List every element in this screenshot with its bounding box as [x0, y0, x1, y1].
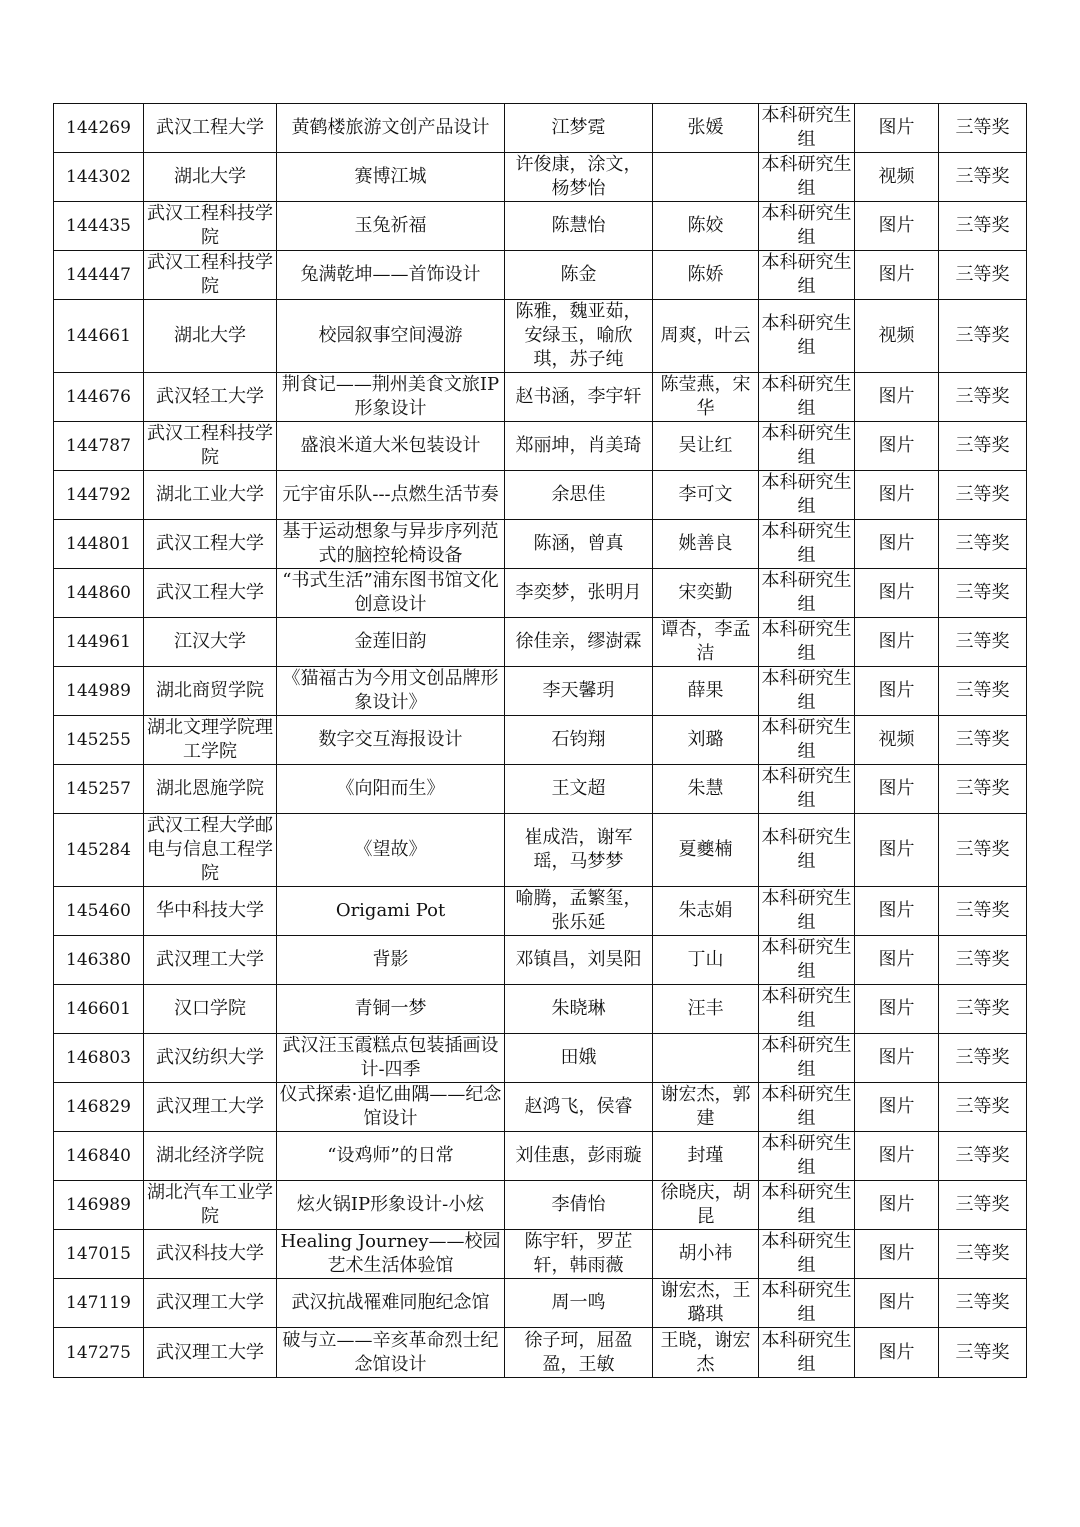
authors-cell: 石钧翔	[505, 716, 653, 765]
entry-id-cell: 144787	[54, 422, 144, 471]
group-cell: 本科研究生组	[759, 471, 855, 520]
work-title-cell: 盛浪米道大米包装设计	[277, 422, 505, 471]
authors-cell: 陈慧怡	[505, 202, 653, 251]
school-cell: 湖北文理学院理工学院	[144, 716, 277, 765]
entry-type-cell: 图片	[855, 814, 939, 887]
authors-cell: 王文超	[505, 765, 653, 814]
group-cell: 本科研究生组	[759, 1034, 855, 1083]
authors-cell: 许俊康，涂文，杨梦怡	[505, 153, 653, 202]
group-cell: 本科研究生组	[759, 153, 855, 202]
entry-id-cell: 144801	[54, 520, 144, 569]
entry-type-cell: 视频	[855, 716, 939, 765]
advisor-cell: 朱慧	[653, 765, 759, 814]
table-row	[54, 1083, 1027, 1132]
entry-id-cell: 145460	[54, 887, 144, 936]
group-cell: 本科研究生组	[759, 936, 855, 985]
group-cell: 本科研究生组	[759, 1132, 855, 1181]
entry-id-cell: 144676	[54, 373, 144, 422]
entry-type-cell: 图片	[855, 887, 939, 936]
work-title-cell: 兔满乾坤——首饰设计	[277, 251, 505, 300]
table-row	[54, 618, 1027, 667]
table-row	[54, 1132, 1027, 1181]
table-row	[54, 153, 1027, 202]
award-level-cell: 三等奖	[939, 765, 1027, 814]
entry-type-cell: 图片	[855, 1328, 939, 1378]
award-level-cell: 三等奖	[939, 1279, 1027, 1328]
authors-cell: 周一鸣	[505, 1279, 653, 1328]
advisor-cell: 吴让红	[653, 422, 759, 471]
work-title-cell: 基于运动想象与异步序列范式的脑控轮椅设备	[277, 520, 505, 569]
authors-cell: 崔成浩，谢军瑶，马梦梦	[505, 814, 653, 887]
authors-cell: 郑丽坤，肖美琦	[505, 422, 653, 471]
group-cell: 本科研究生组	[759, 667, 855, 716]
advisor-cell: 周爽，叶云	[653, 300, 759, 373]
work-title-cell: 玉兔祈福	[277, 202, 505, 251]
entry-type-cell: 图片	[855, 422, 939, 471]
authors-cell: 陈金	[505, 251, 653, 300]
award-level-cell: 三等奖	[939, 471, 1027, 520]
advisor-cell: 刘璐	[653, 716, 759, 765]
group-cell: 本科研究生组	[759, 716, 855, 765]
entry-type-cell: 图片	[855, 618, 939, 667]
group-cell: 本科研究生组	[759, 985, 855, 1034]
work-title-cell: 背影	[277, 936, 505, 985]
work-title-cell: 武汉抗战罹难同胞纪念馆	[277, 1279, 505, 1328]
entry-type-cell: 图片	[855, 765, 939, 814]
work-title-cell: 破与立——辛亥革命烈士纪念馆设计	[277, 1328, 505, 1378]
award-level-cell: 三等奖	[939, 1034, 1027, 1083]
authors-cell: 李奕梦，张明月	[505, 569, 653, 618]
group-cell: 本科研究生组	[759, 373, 855, 422]
group-cell: 本科研究生组	[759, 422, 855, 471]
entry-id-cell: 144661	[54, 300, 144, 373]
school-cell: 湖北经济学院	[144, 1132, 277, 1181]
advisor-cell: 陈莹燕，宋华	[653, 373, 759, 422]
entry-id-cell: 144435	[54, 202, 144, 251]
school-cell: 江汉大学	[144, 618, 277, 667]
advisor-cell: 姚善良	[653, 520, 759, 569]
school-cell: 湖北恩施学院	[144, 765, 277, 814]
advisor-cell: 汪丰	[653, 985, 759, 1034]
entry-id-cell: 146601	[54, 985, 144, 1034]
awards-table	[53, 103, 1027, 1378]
work-title-cell: 《望故》	[277, 814, 505, 887]
table-row	[54, 520, 1027, 569]
table-row	[54, 667, 1027, 716]
entry-id-cell: 146803	[54, 1034, 144, 1083]
entry-id-cell: 145284	[54, 814, 144, 887]
school-cell: 武汉理工大学	[144, 1083, 277, 1132]
work-title-cell: 数字交互海报设计	[277, 716, 505, 765]
authors-cell: 喻腾，孟繁玺，张乐延	[505, 887, 653, 936]
table-row	[54, 1181, 1027, 1230]
award-level-cell: 三等奖	[939, 251, 1027, 300]
authors-cell: 刘佳惠，彭雨璇	[505, 1132, 653, 1181]
entry-id-cell: 146829	[54, 1083, 144, 1132]
authors-cell: 赵书涵，李宇轩	[505, 373, 653, 422]
table-row	[54, 814, 1027, 887]
school-cell: 武汉科技大学	[144, 1230, 277, 1279]
advisor-cell: 陈姣	[653, 202, 759, 251]
group-cell: 本科研究生组	[759, 300, 855, 373]
award-level-cell: 三等奖	[939, 667, 1027, 716]
table-row	[54, 251, 1027, 300]
award-level-cell: 三等奖	[939, 569, 1027, 618]
advisor-cell: 夏夔楠	[653, 814, 759, 887]
entry-type-cell: 图片	[855, 1279, 939, 1328]
advisor-cell: 谢宏杰，郭建	[653, 1083, 759, 1132]
group-cell: 本科研究生组	[759, 569, 855, 618]
advisor-cell: 薛果	[653, 667, 759, 716]
award-level-cell: 三等奖	[939, 202, 1027, 251]
advisor-cell: 徐晓庆，胡昆	[653, 1181, 759, 1230]
award-level-cell: 三等奖	[939, 936, 1027, 985]
work-title-cell: 荆食记——荆州美食文旅IP形象设计	[277, 373, 505, 422]
entry-type-cell: 图片	[855, 1132, 939, 1181]
table-row	[54, 716, 1027, 765]
school-cell: 湖北汽车工业学院	[144, 1181, 277, 1230]
school-cell: 武汉理工大学	[144, 1279, 277, 1328]
group-cell: 本科研究生组	[759, 765, 855, 814]
entry-type-cell: 图片	[855, 373, 939, 422]
award-level-cell: 三等奖	[939, 153, 1027, 202]
entry-type-cell: 图片	[855, 985, 939, 1034]
award-level-cell: 三等奖	[939, 300, 1027, 373]
school-cell: 武汉轻工大学	[144, 373, 277, 422]
entry-type-cell: 图片	[855, 471, 939, 520]
authors-cell: 余思佳	[505, 471, 653, 520]
awards-table-body	[54, 104, 1027, 1378]
work-title-cell: Healing Journey——校园艺术生活体验馆	[277, 1230, 505, 1279]
entry-type-cell: 图片	[855, 520, 939, 569]
authors-cell: 田娥	[505, 1034, 653, 1083]
work-title-cell: Origami Pot	[277, 887, 505, 936]
authors-cell: 李天馨玥	[505, 667, 653, 716]
advisor-cell: 谢宏杰，王璐琪	[653, 1279, 759, 1328]
authors-cell: 陈宇轩，罗芷轩，韩雨薇	[505, 1230, 653, 1279]
advisor-cell: 陈娇	[653, 251, 759, 300]
work-title-cell: “书式生活”浦东图书馆文化创意设计	[277, 569, 505, 618]
entry-type-cell: 图片	[855, 1083, 939, 1132]
advisor-cell: 丁山	[653, 936, 759, 985]
entry-id-cell: 144989	[54, 667, 144, 716]
advisor-cell: 宋奕勤	[653, 569, 759, 618]
entry-type-cell: 视频	[855, 153, 939, 202]
school-cell: 湖北商贸学院	[144, 667, 277, 716]
table-row	[54, 1034, 1027, 1083]
entry-type-cell: 图片	[855, 936, 939, 985]
entry-id-cell: 144961	[54, 618, 144, 667]
school-cell: 武汉工程大学	[144, 104, 277, 153]
table-row	[54, 422, 1027, 471]
table-row	[54, 202, 1027, 251]
entry-id-cell: 146840	[54, 1132, 144, 1181]
entry-id-cell: 146380	[54, 936, 144, 985]
table-row	[54, 1230, 1027, 1279]
table-row	[54, 1328, 1027, 1378]
award-level-cell: 三等奖	[939, 887, 1027, 936]
award-level-cell: 三等奖	[939, 716, 1027, 765]
entry-type-cell: 图片	[855, 251, 939, 300]
school-cell: 华中科技大学	[144, 887, 277, 936]
table-row	[54, 471, 1027, 520]
school-cell: 汉口学院	[144, 985, 277, 1034]
school-cell: 武汉工程科技学院	[144, 422, 277, 471]
award-level-cell: 三等奖	[939, 520, 1027, 569]
table-row	[54, 936, 1027, 985]
group-cell: 本科研究生组	[759, 202, 855, 251]
school-cell: 湖北大学	[144, 153, 277, 202]
award-level-cell: 三等奖	[939, 814, 1027, 887]
entry-id-cell: 144269	[54, 104, 144, 153]
authors-cell: 朱晓琳	[505, 985, 653, 1034]
entry-type-cell: 图片	[855, 1034, 939, 1083]
table-row	[54, 887, 1027, 936]
group-cell: 本科研究生组	[759, 251, 855, 300]
advisor-cell	[653, 153, 759, 202]
group-cell: 本科研究生组	[759, 1328, 855, 1378]
group-cell: 本科研究生组	[759, 618, 855, 667]
table-row	[54, 569, 1027, 618]
table-row	[54, 1279, 1027, 1328]
table-row	[54, 985, 1027, 1034]
authors-cell: 李倩怡	[505, 1181, 653, 1230]
award-level-cell: 三等奖	[939, 1132, 1027, 1181]
work-title-cell: 元宇宙乐队---点燃生活节奏	[277, 471, 505, 520]
advisor-cell	[653, 1034, 759, 1083]
advisor-cell: 胡小祎	[653, 1230, 759, 1279]
entry-id-cell: 144302	[54, 153, 144, 202]
group-cell: 本科研究生组	[759, 1083, 855, 1132]
group-cell: 本科研究生组	[759, 1230, 855, 1279]
entry-type-cell: 图片	[855, 667, 939, 716]
group-cell: 本科研究生组	[759, 1279, 855, 1328]
entry-id-cell: 144860	[54, 569, 144, 618]
school-cell: 武汉工程大学	[144, 520, 277, 569]
school-cell: 湖北工业大学	[144, 471, 277, 520]
entry-id-cell: 144447	[54, 251, 144, 300]
award-level-cell: 三等奖	[939, 104, 1027, 153]
work-title-cell: 《向阳而生》	[277, 765, 505, 814]
entry-type-cell: 图片	[855, 104, 939, 153]
group-cell: 本科研究生组	[759, 520, 855, 569]
school-cell: 武汉工程科技学院	[144, 202, 277, 251]
group-cell: 本科研究生组	[759, 1181, 855, 1230]
entry-type-cell: 图片	[855, 1181, 939, 1230]
entry-id-cell: 147275	[54, 1328, 144, 1378]
authors-cell: 赵鸿飞，侯睿	[505, 1083, 653, 1132]
award-list-sheet	[53, 103, 1026, 1378]
authors-cell: 陈雅，魏亚茹，安绿玉，喻欣琪，苏子纯	[505, 300, 653, 373]
authors-cell: 徐佳亲，缪澍霖	[505, 618, 653, 667]
work-title-cell: 武汉汪玉霞糕点包装插画设计-四季	[277, 1034, 505, 1083]
authors-cell: 陈涵，曾真	[505, 520, 653, 569]
entry-id-cell: 146989	[54, 1181, 144, 1230]
table-row	[54, 300, 1027, 373]
entry-id-cell: 147015	[54, 1230, 144, 1279]
advisor-cell: 朱志娟	[653, 887, 759, 936]
table-row	[54, 373, 1027, 422]
award-level-cell: 三等奖	[939, 422, 1027, 471]
advisor-cell: 谭杏，李孟洁	[653, 618, 759, 667]
entry-type-cell: 视频	[855, 300, 939, 373]
school-cell: 武汉理工大学	[144, 1328, 277, 1378]
award-level-cell: 三等奖	[939, 985, 1027, 1034]
entry-type-cell: 图片	[855, 1230, 939, 1279]
award-level-cell: 三等奖	[939, 1230, 1027, 1279]
school-cell: 武汉工程大学	[144, 569, 277, 618]
school-cell: 湖北大学	[144, 300, 277, 373]
table-row	[54, 765, 1027, 814]
school-cell: 武汉工程科技学院	[144, 251, 277, 300]
school-cell: 武汉理工大学	[144, 936, 277, 985]
advisor-cell: 王晓，谢宏杰	[653, 1328, 759, 1378]
entry-type-cell: 图片	[855, 569, 939, 618]
work-title-cell: 《猫福古为今用文创品牌形象设计》	[277, 667, 505, 716]
advisor-cell: 李可文	[653, 471, 759, 520]
award-level-cell: 三等奖	[939, 1083, 1027, 1132]
entry-id-cell: 147119	[54, 1279, 144, 1328]
advisor-cell: 封瑾	[653, 1132, 759, 1181]
award-level-cell: 三等奖	[939, 1181, 1027, 1230]
work-title-cell: 黄鹤楼旅游文创产品设计	[277, 104, 505, 153]
group-cell: 本科研究生组	[759, 887, 855, 936]
authors-cell: 徐子珂，屈盈盈，王敏	[505, 1328, 653, 1378]
work-title-cell: 仪式探索·追忆曲隅——纪念馆设计	[277, 1083, 505, 1132]
school-cell: 武汉纺织大学	[144, 1034, 277, 1083]
entry-type-cell: 图片	[855, 202, 939, 251]
group-cell: 本科研究生组	[759, 104, 855, 153]
work-title-cell: 金莲旧韵	[277, 618, 505, 667]
work-title-cell: 赛博江城	[277, 153, 505, 202]
work-title-cell: 炫火锅IP形象设计-小炫	[277, 1181, 505, 1230]
group-cell: 本科研究生组	[759, 814, 855, 887]
work-title-cell: “设鸡师”的日常	[277, 1132, 505, 1181]
entry-id-cell: 145257	[54, 765, 144, 814]
entry-id-cell: 145255	[54, 716, 144, 765]
school-cell: 武汉工程大学邮电与信息工程学院	[144, 814, 277, 887]
award-level-cell: 三等奖	[939, 373, 1027, 422]
entry-id-cell: 144792	[54, 471, 144, 520]
advisor-cell: 张媛	[653, 104, 759, 153]
work-title-cell: 校园叙事空间漫游	[277, 300, 505, 373]
table-row	[54, 104, 1027, 153]
authors-cell: 江梦霓	[505, 104, 653, 153]
work-title-cell: 青铜一梦	[277, 985, 505, 1034]
award-level-cell: 三等奖	[939, 618, 1027, 667]
authors-cell: 邓镇昌，刘昊阳	[505, 936, 653, 985]
award-level-cell: 三等奖	[939, 1328, 1027, 1378]
